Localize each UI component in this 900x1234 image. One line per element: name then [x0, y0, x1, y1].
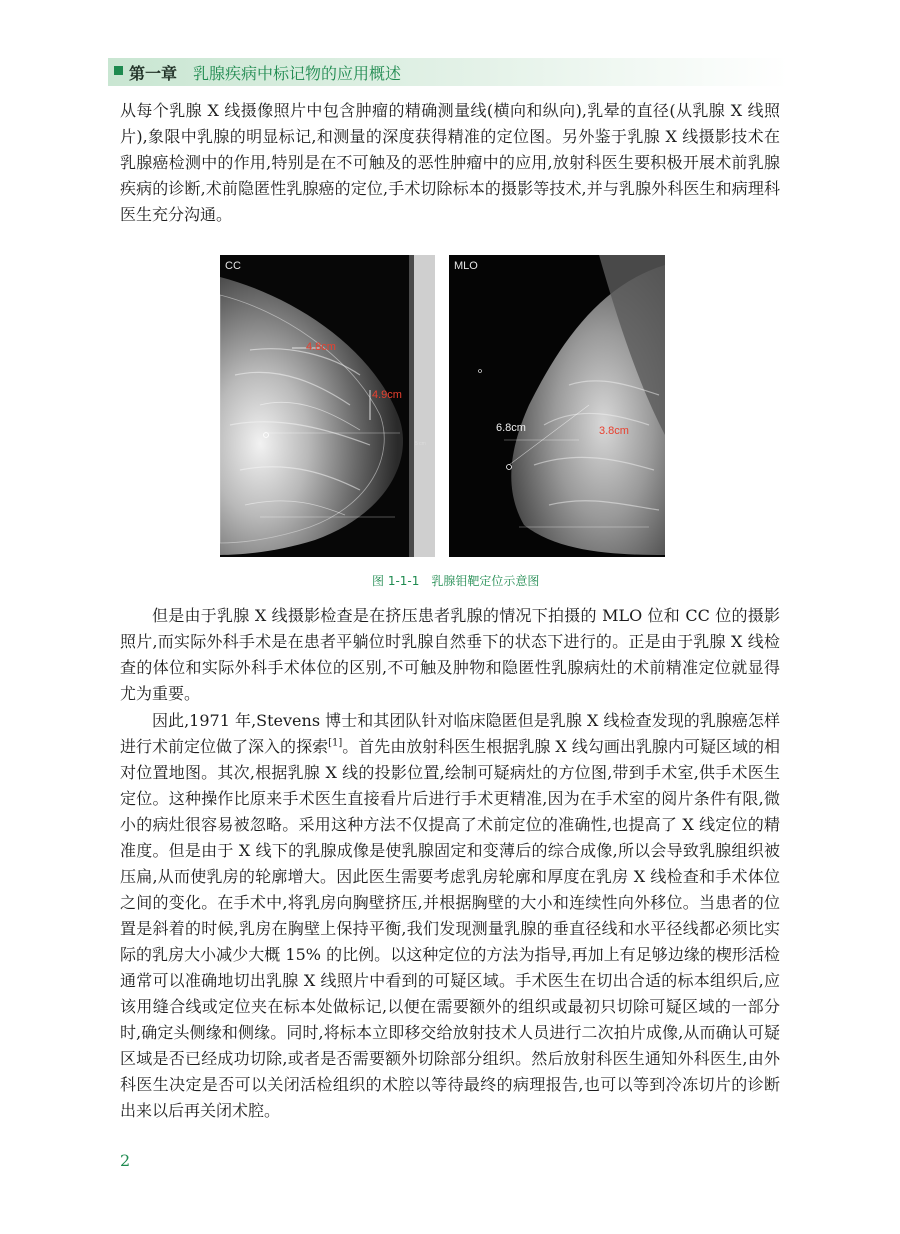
paragraph-1: 从每个乳腺 X 线摄像照片中包含肿瘤的精确测量线(横向和纵向),乳晕的直径(从乳腺 X 线照片),象限中乳腺的明显标记,和测量的深度获得精准的定位图。另外鉴于乳腺 X 线摄影技术在乳腺癌检测中的作用,特别是在不可触及的恶性肿瘤中的应用,放射科医生要积极开展术前乳腺疾病的诊断,术前隐匿性乳腺癌的定位,手术切除标本的摄影等技术,并与乳腺外科医生和病理科医生充分沟通。 [120, 101, 780, 224]
cc-measurement-2: 4.9cm [372, 389, 402, 401]
mlo-view-label: MLO [454, 260, 478, 272]
mammogram-mlo-drawing [449, 255, 665, 557]
chapter-title: 乳腺疾病中标记物的应用概述 [193, 64, 402, 83]
chapter-marker-square [114, 66, 123, 75]
paragraph-3-text-b: 。首先由放射科医生根据乳腺 X 线勾画出乳腺内可疑区域的相对位置地图。其次,根据乳腺 X 线的投影位置,绘制可疑病灶的方位图,带到手术室,供手术医生定位。这种操作比原来手术医生直接看片后进行手术更精准,因为在手术室的阅片条件有限,微小的病灶很容易被忽略。采用这种方法不仅提高了术前定位的准确性,也提高了 X 线定位的精准度。但是由于 X 线下的乳腺成像是使乳腺固定和变薄后的综合成像,所以会导致乳腺组织被压扁,从而使乳房的轮廓增大。因此医生需要考虑乳房轮廓和厚度在乳房 X 线检查和手术体位之间的变化。在手术中,将乳房向胸壁挤压,并根据胸壁的大小和连续性向外移位。当患者的位置是斜着的时候,乳房在胸壁上保持平衡,我们发现测量乳腺的垂直径线和水平径线都必须比实际的乳房大小减少大概 15% 的比例。以这种定位的方法为指导,再加上有足够边缘的楔形活检通常可以准确地切出乳腺 X 线照片中看到的可疑区域。手术医生在切出合适的标本组织后,应该用缝合线或定位夹在标本处做标记,以便在需要额外的组织或最初只切除可疑区域的一部分时,确定头侧缘和侧缘。同时,将标本立即移交给放射技术人员进行二次拍片成像,从而确认可疑区域是否已经成功切除,或者是否需要额外切除部分组织。然后放射科医生通知外科医生,由外科医生决定是否可以关闭活检组织的术腔以等待最终的病理报告,也可以等到冷冻切片的诊断出来以后再关闭术腔。 [120, 737, 780, 1120]
mammogram-mlo-image [449, 255, 665, 557]
cc-scale-label: 5 cm [415, 441, 426, 447]
cc-view-label: CC [225, 260, 241, 272]
mammogram-cc-image [220, 255, 435, 557]
cc-measurement-1: 4.8cm [306, 341, 336, 353]
mammogram-cc-drawing [220, 255, 435, 557]
chapter-number: 第一章 [129, 64, 178, 83]
mlo-measurement-2: 3.8cm [599, 425, 629, 437]
paragraph-3-text-a: 因此,1971 年,Stevens 博士和其团队针对临床隐匿但是乳腺 X 线检查发现的乳腺癌怎样进行术前定位做了深入的探索 [120, 711, 780, 756]
paragraph-3 [120, 708, 780, 1124]
citation-reference: [1] [328, 737, 343, 749]
page-number: 2 [120, 1151, 131, 1170]
figure-caption: 图 1-1-1 乳腺钼靶定位示意图 [372, 574, 540, 588]
mlo-measurement-1: 6.8cm [496, 422, 526, 434]
paragraph-2: 但是由于乳腺 X 线摄影检查是在挤压患者乳腺的情况下拍摄的 MLO 位和 CC 位的摄影照片,而实际外科手术是在患者平躺位时乳腺自然垂下的状态下进行的。正是由于乳腺 X 线检查的体位和实际外科手术体位的区别,不可触及肿物和隐匿性乳腺病灶的术前精准定位就显得尤为重要。 [120, 606, 780, 703]
